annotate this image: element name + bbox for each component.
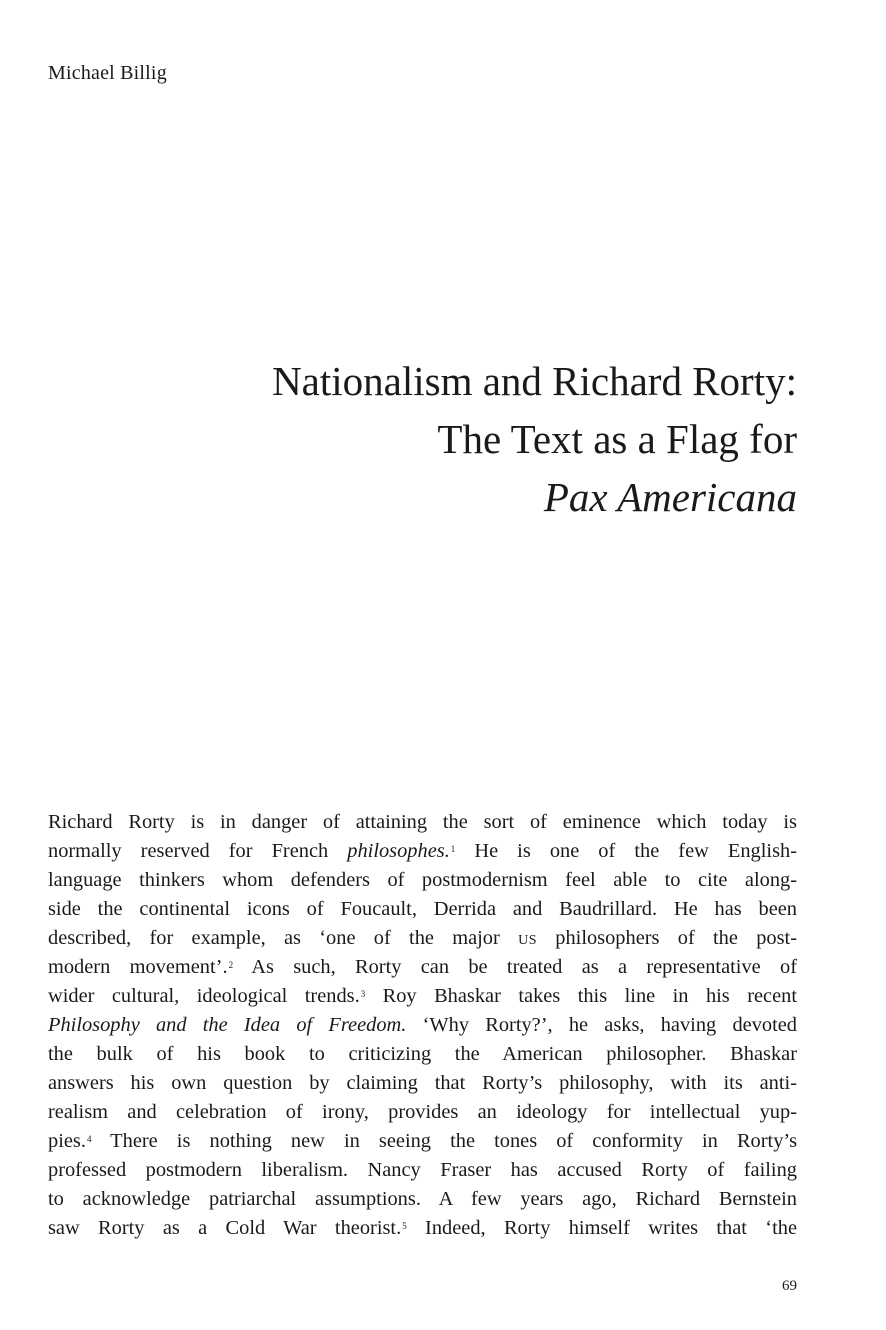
text-run: saw Rorty as a Cold War theorist. <box>48 1217 402 1239</box>
body-line-2 <box>48 837 797 866</box>
body-line-15 <box>48 1214 797 1243</box>
text-run: philosophers of the post- <box>536 927 797 949</box>
text-run: described, for example, as ‘one of the major <box>48 927 519 949</box>
body-line-13: professed postmodern liberalism. Nancy Fraser has accused Rorty of failing <box>48 1159 797 1181</box>
body-line-10: answers his own question by claiming that Rorty’s philosophy, with its anti- <box>48 1072 797 1094</box>
text-run: He is one of the few English- <box>455 840 797 862</box>
text-run: ‘Why Rorty?’, he asks, having devoted <box>406 1014 797 1036</box>
text-run: As such, Rorty can be treated as a representative of <box>233 956 797 978</box>
text-run: There is nothing new in seeing the tones of conformity in Rorty’s <box>91 1130 797 1152</box>
title-line-2: The Text as a Flag for <box>437 416 797 462</box>
body-line-4: side the continental icons of Foucault, Derrida and Baudrillard. He has been <box>48 898 797 920</box>
body-line-5 <box>48 924 797 953</box>
text-run: pies. <box>48 1130 86 1152</box>
body-line-1: Richard Rorty is in danger of attaining the sort of eminence which today is <box>48 811 797 833</box>
text-run: modern movement’. <box>48 956 228 978</box>
body-line-3: language thinkers whom defenders of postmodernism feel able to cite along- <box>48 869 797 891</box>
small-caps-abbrev: US <box>518 933 537 948</box>
footnote-marker-4[interactable]: 4 <box>86 1134 92 1144</box>
body-paragraph <box>48 808 797 1243</box>
title-line-1: Nationalism and Richard Rorty: <box>272 358 797 404</box>
text-run: Indeed, Rorty himself writes that ‘the <box>406 1217 797 1239</box>
article-title <box>272 352 797 526</box>
footnote-marker-2[interactable]: 2 <box>228 960 234 970</box>
body-line-11: realism and celebration of irony, provides an ideology for intellectual yup- <box>48 1101 797 1123</box>
italic-term: philosophes. <box>347 840 450 862</box>
page-number: 69 <box>782 1278 797 1294</box>
text-run: normally reserved for French <box>48 840 348 862</box>
footnote-marker-1[interactable]: 1 <box>450 844 456 854</box>
text-run: Roy Bhaskar takes this line in his recent <box>365 985 797 1007</box>
body-line-8 <box>48 1011 797 1040</box>
body-line-6 <box>48 953 797 982</box>
footnote-marker-3[interactable]: 3 <box>360 989 366 999</box>
body-line-14: to acknowledge patriarchal assumptions. A few years ago, Richard Bernstein <box>48 1188 797 1210</box>
footnote-marker-5[interactable]: 5 <box>402 1221 407 1231</box>
body-line-12 <box>48 1127 797 1156</box>
title-line-3: Pax Americana <box>543 474 797 520</box>
body-line-9: the bulk of his book to criticizing the American philosopher. Bhaskar <box>48 1043 797 1065</box>
text-run: wider cultural, ideological trends. <box>48 985 360 1007</box>
book-title: Philosophy and the Idea of Freedom. <box>48 1014 407 1036</box>
author-name: Michael Billig <box>48 62 167 84</box>
body-line-7 <box>48 982 797 1011</box>
